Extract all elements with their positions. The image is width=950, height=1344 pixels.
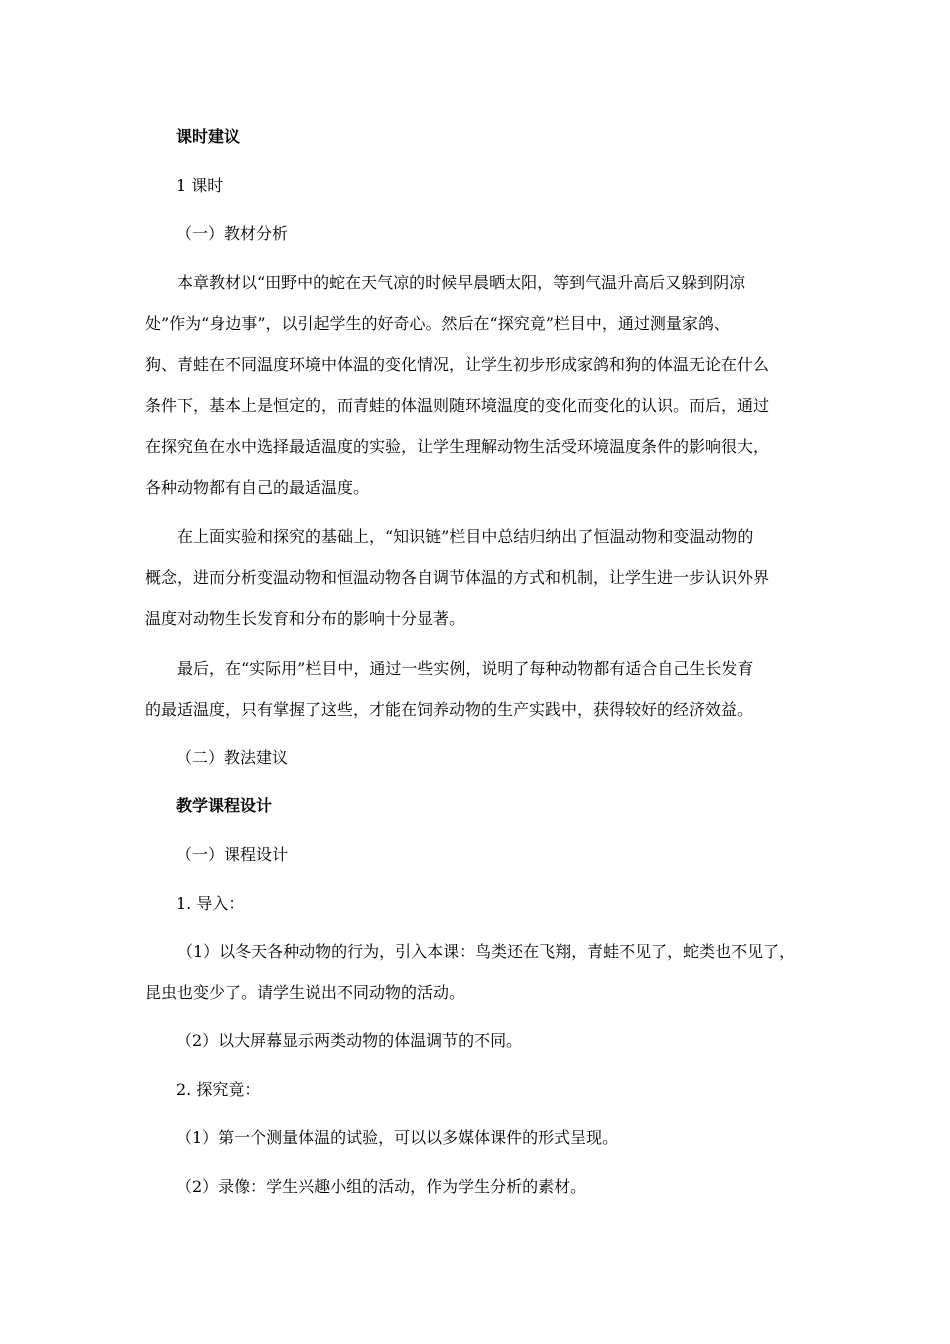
class-hours-value: 1 课时 (176, 176, 224, 195)
section-textbook-analysis: （一）教材分析 (176, 224, 289, 243)
item-introduction: 1. 导入： (176, 894, 245, 913)
paragraph-textbook-analysis-1 (145, 262, 769, 508)
item-explore-1: （1）第一个测量体温的试验，可以以多媒体课件的形式呈现。 (176, 1128, 619, 1147)
paragraph-line: 在上面实验和探究的基础上，“知识链”栏目中总结归纳出了恒温动物和变温动物的 (177, 527, 754, 546)
paragraph-line: 昆虫也变少了。请学生说出不同动物的活动。 (145, 983, 466, 1002)
item-explore: 2. 探究竟： (176, 1080, 261, 1099)
item-explore-2: （2）录像：学生兴趣小组的活动，作为学生分析的素材。 (176, 1177, 587, 1196)
paragraph-line: 本章教材以“田野中的蛇在天气凉的时候早晨晒太阳，等到气温升高后又躲到阴凉 (177, 273, 746, 292)
heading-course-design: 教学课程设计 (176, 796, 273, 815)
paragraph-textbook-analysis-3 (145, 648, 753, 730)
paragraph-line: 最后，在“实际用”栏目中，通过一些实例，说明了每种动物都有适合自己生长发育 (177, 659, 754, 678)
paragraph-line: （1）以冬天各种动物的行为，引入本课：鸟类还在飞翔，青蛙不见了，蛇类也不见了， (177, 942, 796, 961)
section-teaching-suggestions: （二）教法建议 (176, 748, 289, 767)
paragraph-line: 温度对动物生长发育和分布的影响十分显著。 (145, 609, 466, 628)
section-course-design: （一）课程设计 (176, 845, 289, 864)
paragraph-line: 各种动物都有自己的最适温度。 (145, 478, 370, 497)
paragraph-line: 条件下，基本上是恒定的，而青蛙的体温则随环境温度的变化而变化的认识。而后，通过 (145, 396, 770, 415)
item-introduction-2: （2）以大屏幕显示两类动物的体温调节的不同。 (176, 1031, 523, 1050)
paragraph-line: 的最适温度，只有掌握了这些，才能在饲养动物的生产实践中，获得较好的经济效益。 (145, 700, 754, 719)
paragraph-line: 处”作为“身边事”，以引起学生的好奇心。然后在“探究竟”栏目中，通过测量家鸽、 (145, 314, 730, 333)
paragraph-line: 狗、青蛙在不同温度环境中体温的变化情况，让学生初步形成家鸽和狗的体温无论在什么 (145, 355, 770, 374)
paragraph-textbook-analysis-2 (145, 516, 769, 639)
paragraph-line: 在探究鱼在水中选择最适温度的实验，让学生理解动物生活受环境温度条件的影响很大， (145, 437, 770, 456)
heading-class-hours: 课时建议 (176, 127, 241, 146)
item-introduction-1 (145, 931, 795, 1013)
paragraph-line: 概念，进而分析变温动物和恒温动物各自调节体温的方式和机制，让学生进一步认识外界 (145, 568, 770, 587)
